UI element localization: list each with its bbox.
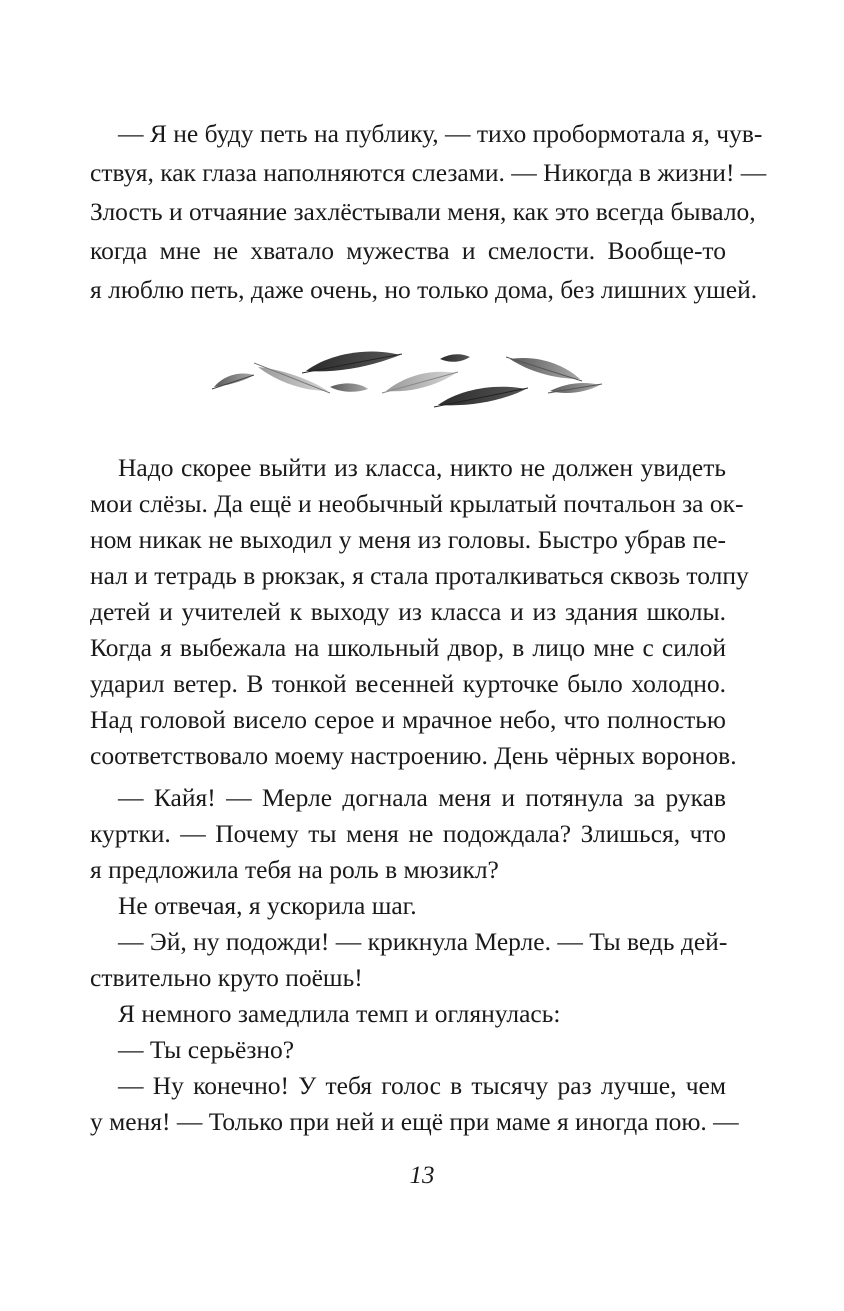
text-line: Я немного замедлила темп и оглянулась: [118, 999, 561, 1028]
text-line: нал и тетрадь в рюкзак, я стала проталкиваться сквозь толпу [90, 561, 749, 590]
text-line: — Эй, ну подожди! — крикнула Мерле. — Ты ведь дей- [118, 927, 728, 956]
text-line: детей и учителей к выходу из класса и из здания школы. [90, 597, 726, 626]
text-line: Надо скорее выйти из класса, никто не должен увидеть [118, 453, 726, 482]
text-line: ствительно круто поёшь! [90, 963, 363, 992]
feathers-divider-icon [210, 345, 605, 410]
text-line: Когда я выбежала на школьный двор, в лицо мне с силой [90, 633, 726, 662]
text-line: куртки. — Почему ты меня не подождала? Злишься, что [90, 819, 726, 848]
page-number: 13 [409, 1162, 435, 1189]
text-line: я люблю петь, даже очень, но только дома, без лишних ушей. [90, 275, 758, 304]
text-line: — Кайя! — Мерле догнала меня и потянула за рукав [118, 783, 726, 812]
text-line: — Ну конечно! У тебя голос в тысячу раз лучше, чем [118, 1071, 726, 1100]
text-line: соответствовало моему настроению. День чёрных воронов. [90, 741, 737, 770]
text-line: ном никак не выходил у меня из головы. Быстро убрав пе- [90, 525, 726, 554]
text-line: мои слёзы. Да ещё и необычный крылатый почтальон за ок- [90, 489, 744, 518]
text-line: Над головой висело серое и мрачное небо, что полностью [90, 705, 726, 734]
text-line: ударил ветер. В тонкой весенней курточке было холодно. [90, 669, 726, 698]
text-line: — Ты серьёзно? [118, 1035, 295, 1064]
text-line: когда мне не хватало мужества и смелости. Вообще-то [90, 236, 726, 265]
text-line: я предложила тебя на роль в мюзикл? [90, 855, 499, 884]
text-line: Злость и отчаяние захлёстывали меня, как это всегда бывало, [90, 197, 756, 226]
text-line: у меня! — Только при ней и ещё при маме я иногда пою. — [90, 1107, 739, 1136]
text-line: Не отвечая, я ускорила шаг. [118, 891, 417, 920]
text-line: — Я не буду петь на публику, — тихо пробормотала я, чув- [118, 119, 763, 148]
text-line: ствуя, как глаза наполняются слезами. — Никогда в жизни! — [90, 158, 767, 187]
